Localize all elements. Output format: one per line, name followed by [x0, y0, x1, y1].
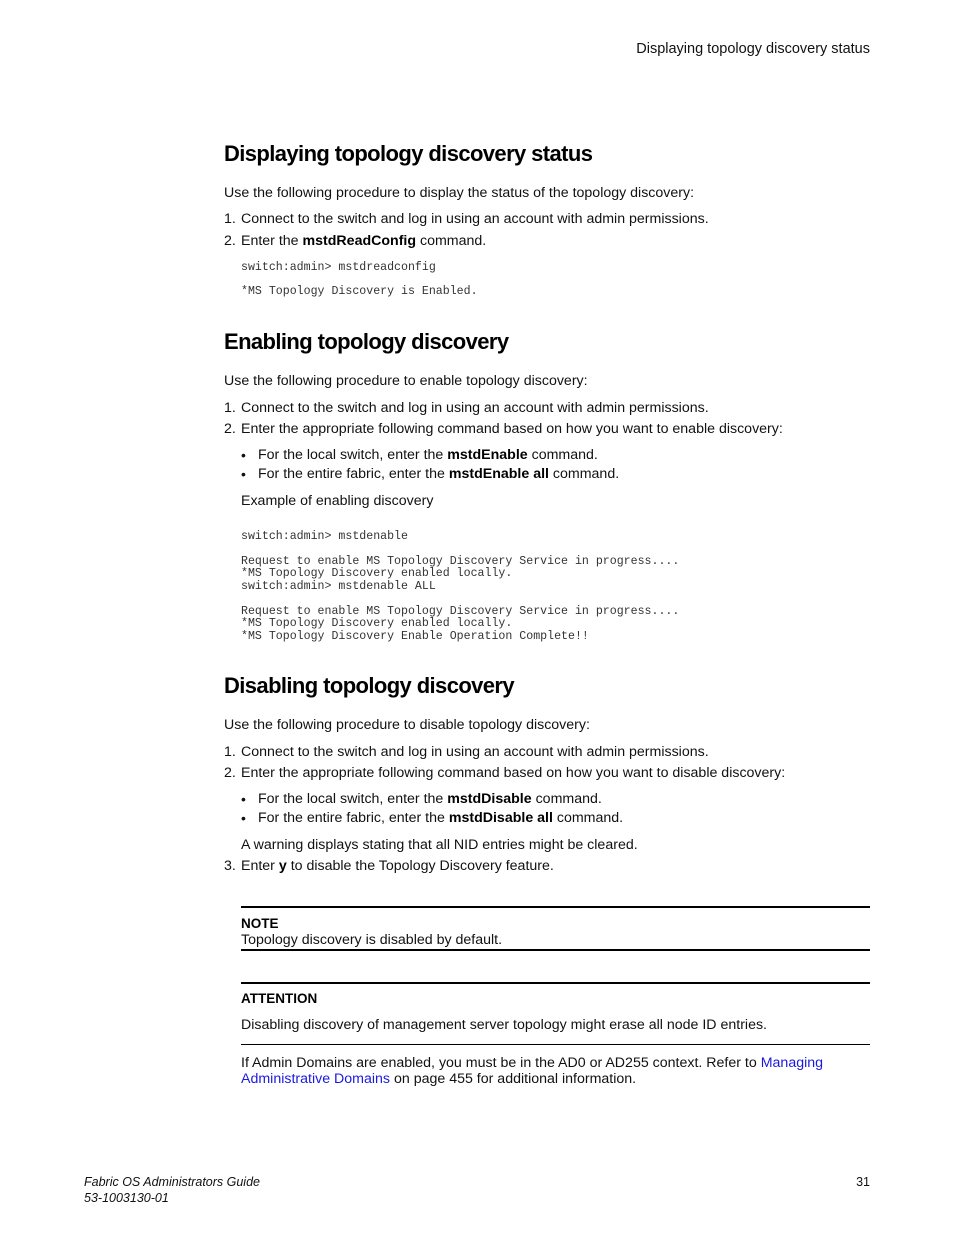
section3-step2-number: 2. [224, 765, 236, 781]
example-label: Example of enabling discovery [241, 493, 434, 509]
note-label: NOTE [241, 916, 279, 931]
section2-step1-number: 1. [224, 400, 236, 416]
admin-domains-line1: If Admin Domains are enabled, you must be in the AD0 or AD255 context. Refer to Managing [241, 1055, 824, 1071]
section-heading-displaying-status: Displaying topology discovery status [224, 141, 593, 166]
command-mstddisable-all: mstdDisable all [448, 810, 553, 826]
section3-step1-text: Connect to the switch and log in using an account with admin permissions. [241, 744, 709, 760]
section2-intro: Use the following procedure to enable topology discovery: [224, 373, 588, 389]
running-header: Displaying topology discovery status [636, 41, 870, 57]
warning-text: A warning displays stating that all NID entries might be cleared. [241, 837, 638, 853]
command-mstddisable: mstdDisable [447, 791, 532, 807]
code-line-mstdreadconfig: switch:admin> mstdreadconfig [241, 261, 436, 274]
section3-step3-text: Enter y to disable the Topology Discovery feature. [241, 858, 554, 874]
managing-admin-domains-link-cont[interactable]: Administrative Domains [241, 1071, 391, 1087]
command-mstdenable-all: mstdEnable all [448, 466, 549, 482]
footer-doc-number: 53-1003130-01 [84, 1191, 169, 1205]
section2-step2-text: Enter the appropriate following command based on how you want to enable discovery: [241, 421, 783, 437]
section1-step2-text: Enter the mstdReadConfig command. [241, 233, 487, 249]
note-bottom-rule [241, 949, 870, 951]
section3-step3-number: 3. [224, 858, 236, 874]
bullet-dot: • [241, 447, 246, 463]
section2-step2-number: 2. [224, 421, 236, 437]
attention-top-rule [241, 982, 870, 984]
footer-guide-title: Fabric OS Administrators Guide [84, 1175, 260, 1189]
admin-domains-line2: Administrative Domains on page 455 for additional information. [241, 1071, 637, 1087]
section3-bullet-local: For the local switch, enter the mstdDisable command. [258, 791, 602, 807]
section2-step1-text: Connect to the switch and log in using an account with admin permissions. [241, 400, 709, 416]
command-mstdenable: mstdEnable [447, 447, 528, 463]
key-y: y [278, 858, 287, 874]
attention-bottom-rule [241, 1044, 870, 1045]
footer-page-number: 31 [856, 1175, 870, 1189]
section-heading-disabling: Disabling topology discovery [224, 673, 515, 698]
code-line-discovery-enabled: *MS Topology Discovery is Enabled. [241, 285, 478, 298]
managing-admin-domains-link[interactable]: Managing [760, 1055, 824, 1071]
attention-text: Disabling discovery of management server topology might erase all node ID entries. [241, 1017, 767, 1033]
command-mstdreadconfig: mstdReadConfig [302, 233, 417, 249]
code-block-enable-all-progress: Request to enable MS Topology Discovery Service in progress.... *MS Topology Discovery enabled locally. *MS Topology Discovery Enable Operation Complete!! [241, 605, 680, 643]
code-block-mstdenable: switch:admin> mstdenable [241, 530, 408, 543]
section3-bullet-fabric: For the entire fabric, enter the mstdDisable all command. [258, 810, 624, 826]
section1-step1-number: 1. [224, 211, 236, 227]
section2-bullet-fabric: For the entire fabric, enter the mstdEnable all command. [258, 466, 620, 482]
bullet-dot: • [241, 810, 246, 826]
note-top-rule [241, 906, 870, 908]
section3-intro: Use the following procedure to disable topology discovery: [224, 717, 590, 733]
section-heading-enabling: Enabling topology discovery [224, 329, 509, 354]
bullet-dot: • [241, 466, 246, 482]
bullet-dot: • [241, 791, 246, 807]
section1-step1-text: Connect to the switch and log in using an account with admin permissions. [241, 211, 709, 227]
note-text: Topology discovery is disabled by default. [241, 932, 503, 948]
section1-step2-number: 2. [224, 233, 236, 249]
section3-step2-text: Enter the appropriate following command based on how you want to disable discovery: [241, 765, 786, 781]
attention-label: ATTENTION [241, 991, 318, 1006]
section2-bullet-local: For the local switch, enter the mstdEnable command. [258, 447, 598, 463]
code-block-enable-progress: Request to enable MS Topology Discovery Service in progress.... *MS Topology Discovery enabled locally. switch:admin> mstdenable ALL [241, 555, 680, 593]
section1-intro: Use the following procedure to display the status of the topology discovery: [224, 185, 695, 201]
section3-step1-number: 1. [224, 744, 236, 760]
